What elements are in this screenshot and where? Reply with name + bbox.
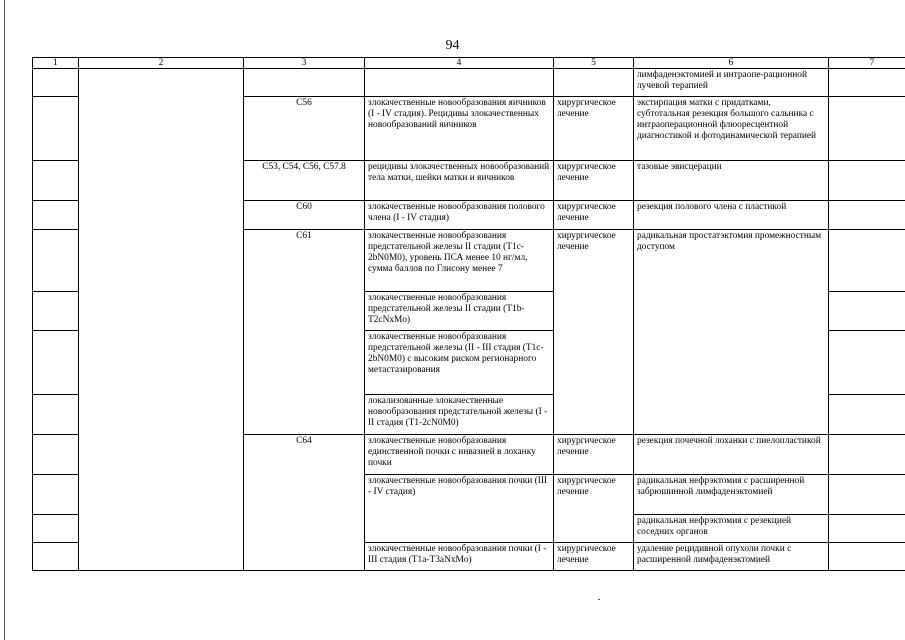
cell-code: C56 — [244, 97, 365, 161]
treatment-table — [32, 57, 905, 571]
cell-method: экстирпация матки с придатками, субтотальная резекция большого сальника с интраоперационной флюоресцентной диагностикой и фотодинамической терапией — [634, 97, 829, 161]
cell-diagnosis: злокачественные новообразования предстательной железы II стадии (T1b-T2cNxMo) — [365, 292, 554, 331]
cell-method: радикальная нефрэктомия с расширенной забрюшинной лимфаденэктомией — [634, 475, 829, 515]
cell-method: лимфаденэктомией и интраопе-рационной лучевой терапией — [634, 69, 829, 97]
cell-col7 — [829, 201, 905, 230]
cell-diagnosis: локализованные злокачественные новообразования предстательной железы (I - II стадия (T1-2cN0M0) — [365, 395, 554, 435]
cell-col7 — [829, 292, 905, 331]
cell-col7 — [829, 230, 905, 292]
cell-diagnosis: злокачественные новообразования предстательной железы II стадии (T1c-2bN0M0), уровень ПСА менее 10 нг/мл, сумма баллов по Глисону менее 7 — [365, 230, 554, 292]
cell-diagnosis: злокачественные новообразования почки (I - III стадия (T1a-T3aNxMo) — [365, 543, 554, 571]
cell-treatment: хирургическое лечение — [554, 475, 634, 543]
cell-col7 — [829, 543, 905, 571]
column-header-3: 3 — [244, 58, 365, 69]
cell-treatment: хирургическое лечение — [554, 435, 634, 475]
cell-treatment: хирургическое лечение — [554, 161, 634, 201]
cell-col1 — [33, 69, 79, 97]
column-header-5: 5 — [554, 58, 634, 69]
cell-col7 — [829, 515, 905, 543]
cell-diagnosis: злокачественные новообразования единственной почки с инвазией в лоханку почки — [365, 435, 554, 475]
column-header-4: 4 — [365, 58, 554, 69]
cell-col7 — [829, 475, 905, 515]
cell-method: удаление рецидивной опухоли почки с расширенной лимфаденэктомией — [634, 543, 829, 571]
cell-diagnosis: злокачественные новообразования почки (III - IV стадия) — [365, 475, 554, 543]
cell-diagnosis: злокачественные новообразования предстательной железы (II - III стадия (T1c-2bN0M0) с высоким риском регионарного метастазирования — [365, 331, 554, 395]
cell-col1 — [33, 435, 79, 475]
cell-col1 — [33, 230, 79, 292]
cell-treatment: хирургическое лечение — [554, 201, 634, 230]
cell-code: C53, C54, C56, C57.8 — [244, 161, 365, 201]
header-row — [33, 58, 905, 69]
cell-code — [244, 69, 365, 97]
cell-col7 — [829, 435, 905, 475]
cell-col2-merged — [79, 69, 244, 571]
cell-col1 — [33, 161, 79, 201]
cell-col1 — [33, 395, 79, 435]
cell-treatment: хирургическое лечение — [554, 97, 634, 161]
cell-col1 — [33, 292, 79, 331]
column-header-1: 1 — [33, 58, 79, 69]
cell-method: радикальная нефрэктомия с резекцией соседних органов — [634, 515, 829, 543]
column-header-6: 6 — [634, 58, 829, 69]
cell-code: C64 — [244, 435, 365, 571]
cell-col1 — [33, 97, 79, 161]
cell-col7 — [829, 69, 905, 97]
page-number: 94 — [445, 38, 460, 53]
cell-diagnosis — [365, 69, 554, 97]
column-header-2: 2 — [79, 58, 244, 69]
cell-col7 — [829, 97, 905, 161]
cell-col1 — [33, 331, 79, 395]
cell-col1 — [33, 543, 79, 571]
cell-col1 — [33, 201, 79, 230]
cell-method: резекция полового члена с пластикой — [634, 201, 829, 230]
cell-diagnosis: злокачественные новообразования полового члена (I - IV стадия) — [365, 201, 554, 230]
cell-treatment: хирургическое лечение — [554, 543, 634, 571]
page-left-rule — [4, 0, 5, 640]
scan-speck — [598, 599, 600, 600]
cell-col7 — [829, 331, 905, 395]
cell-treatment — [554, 69, 634, 97]
cell-treatment: хирургическое лечение — [554, 230, 634, 435]
cell-method: радикальная простатэктомия промежностным доступом — [634, 230, 829, 435]
cell-col7 — [829, 161, 905, 201]
table-row — [33, 69, 905, 97]
column-header-7: 7 — [829, 58, 905, 69]
cell-method: тазовые эвисцерации — [634, 161, 829, 201]
cell-diagnosis: злокачественные новообразования яичников (I - IV стадия). Рецидивы злокачественных новообразований яичников — [365, 97, 554, 161]
cell-method: резекция почечной лоханки с пиелопластикой — [634, 435, 829, 475]
cell-col7 — [829, 395, 905, 435]
cell-col1 — [33, 475, 79, 515]
cell-col1 — [33, 515, 79, 543]
cell-code: C60 — [244, 201, 365, 230]
cell-diagnosis: рецидивы злокачественных новообразований тела матки, шейки матки и яичников — [365, 161, 554, 201]
cell-code: C61 — [244, 230, 365, 435]
